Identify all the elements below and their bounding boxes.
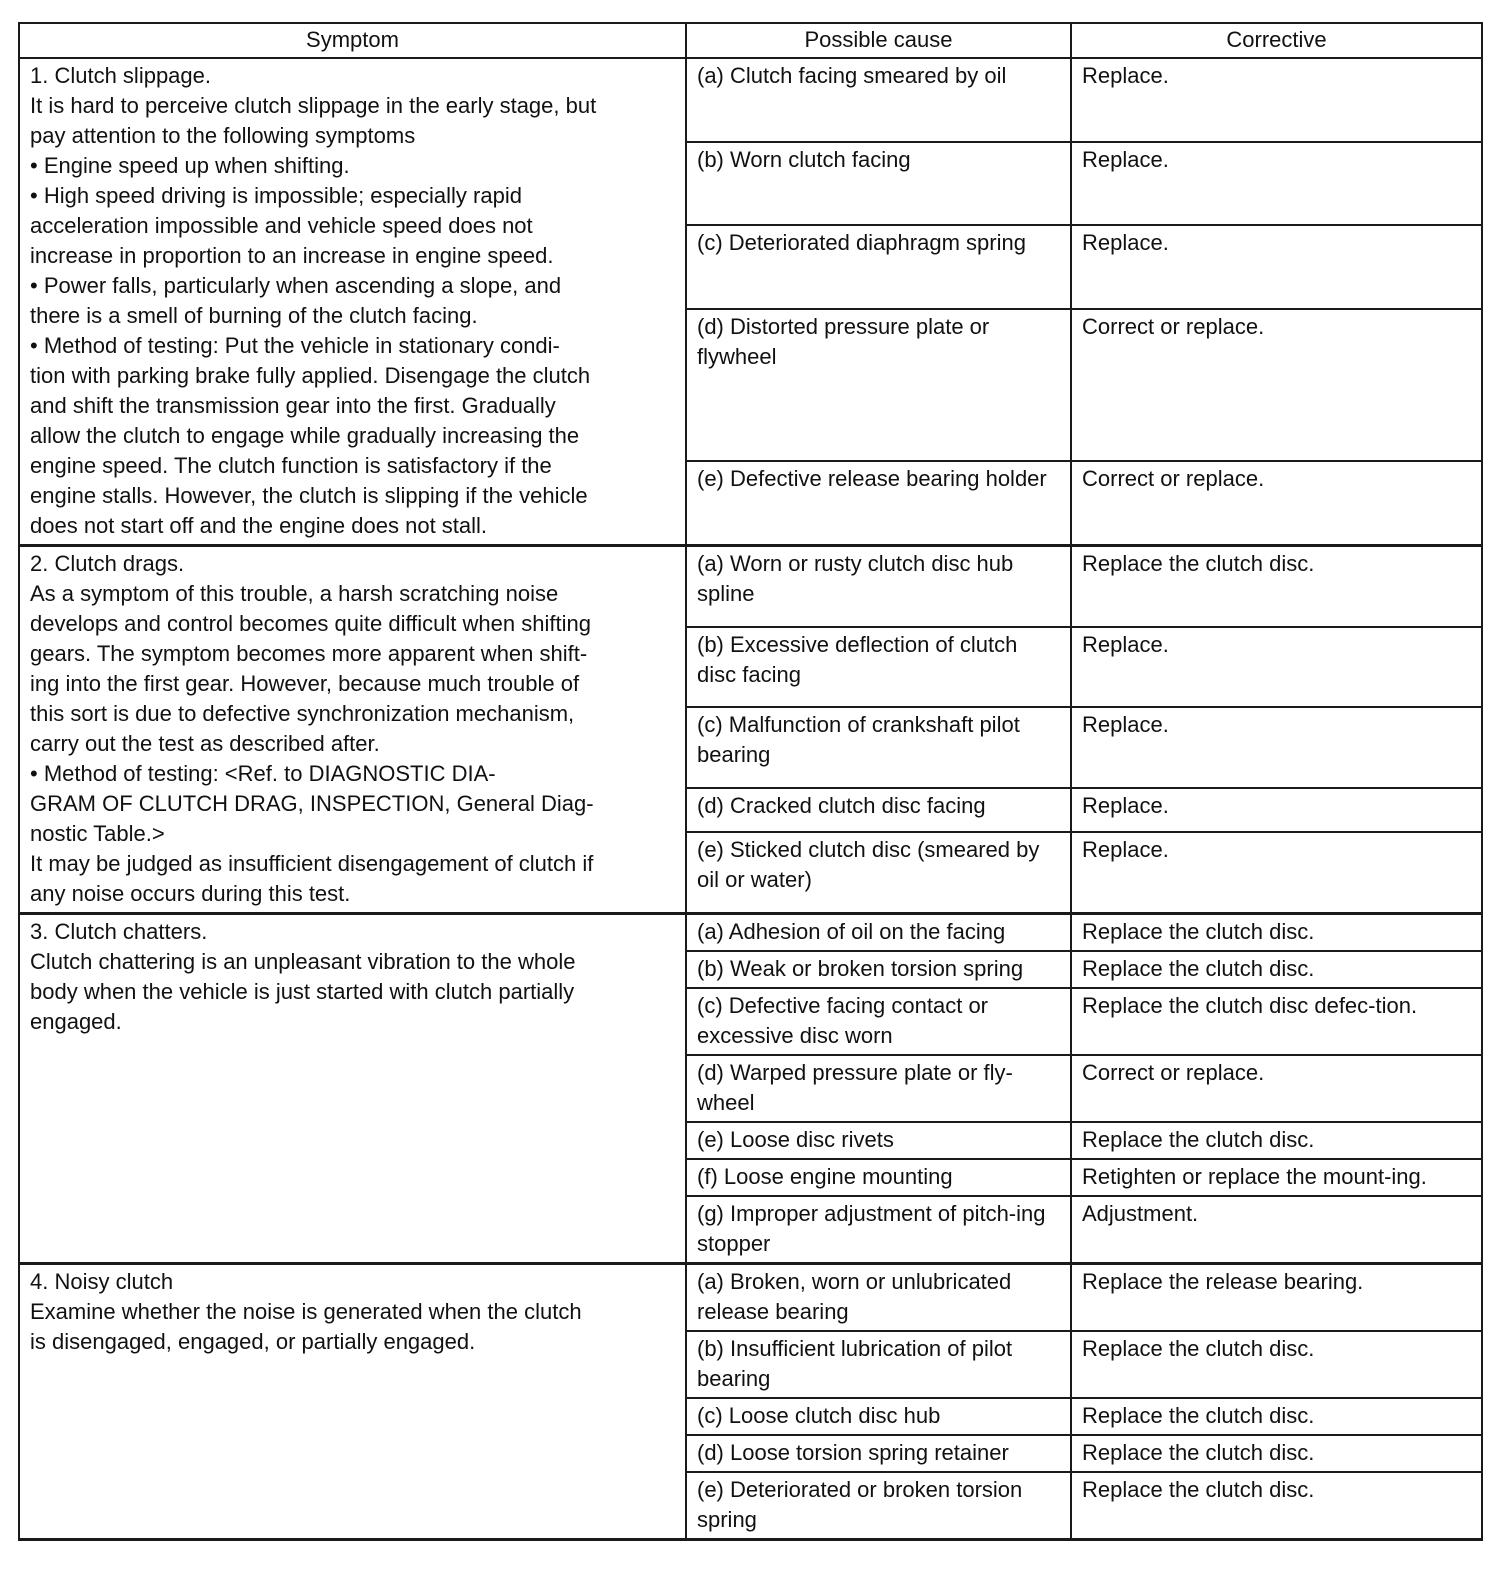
symptom-description-line: gears. The symptom becomes more apparent when shift- — [30, 641, 588, 666]
symptom-description-line: GRAM OF CLUTCH DRAG, INSPECTION, General Diag- — [30, 791, 594, 816]
symptom-cell — [19, 58, 686, 546]
header-symptom: Symptom — [19, 23, 686, 58]
symptom-description-line: increase in proportion to an increase in engine speed. — [30, 243, 554, 268]
possible-cause-cell: (e) Deteriorated or broken torsion spring — [686, 1472, 1071, 1540]
corrective-cell: Replace the clutch disc. — [1071, 914, 1482, 952]
possible-cause-cell: (b) Weak or broken torsion spring — [686, 951, 1071, 988]
corrective-cell: Adjustment. — [1071, 1196, 1482, 1264]
header-corrective: Corrective — [1071, 23, 1482, 58]
symptom-description-line: • Power falls, particularly when ascending a slope, and — [30, 273, 562, 298]
corrective-cell: Replace the clutch disc. — [1071, 1331, 1482, 1398]
header-row — [19, 23, 1482, 58]
corrective-cell: Replace. — [1071, 58, 1482, 142]
possible-cause-cell: (a) Worn or rusty clutch disc hub spline — [686, 546, 1071, 627]
symptom-description-line: carry out the test as described after. — [30, 731, 380, 756]
corrective-cell: Replace the clutch disc. — [1071, 1122, 1482, 1159]
symptom-cell — [19, 546, 686, 914]
symptom-description-line: • Method of testing: Put the vehicle in stationary condi- — [30, 333, 560, 358]
possible-cause-cell: (g) Improper adjustment of pitch-ing stopper — [686, 1196, 1071, 1264]
possible-cause-cell: (f) Loose engine mounting — [686, 1159, 1071, 1196]
table-row — [19, 546, 1482, 627]
table-body — [19, 58, 1482, 1540]
corrective-cell: Replace. — [1071, 832, 1482, 913]
corrective-cell: Replace the clutch disc. — [1071, 1472, 1482, 1540]
symptom-title: 1. Clutch slippage. — [30, 63, 211, 88]
symptom-description-line: and shift the transmission gear into the first. Gradually — [30, 393, 556, 418]
corrective-cell: Replace the clutch disc. — [1071, 1435, 1482, 1472]
symptom-description-line: It may be judged as insufficient disengagement of clutch if — [30, 851, 594, 876]
corrective-cell: Correct or replace. — [1071, 1055, 1482, 1122]
symptom-description-line: nostic Table.> — [30, 821, 165, 846]
symptom-description-line: engine stalls. However, the clutch is slipping if the vehicle — [30, 483, 588, 508]
symptom-description-line: does not start off and the engine does not stall. — [30, 513, 488, 538]
possible-cause-cell: (e) Defective release bearing holder — [686, 461, 1071, 546]
possible-cause-cell: (b) Excessive deflection of clutch disc facing — [686, 627, 1071, 708]
symptom-description-line: • Engine speed up when shifting. — [30, 153, 350, 178]
corrective-cell: Replace. — [1071, 627, 1482, 708]
corrective-cell: Replace. — [1071, 707, 1482, 788]
symptom-description-line: body when the vehicle is just started with clutch partially — [30, 979, 575, 1004]
symptom-description-line: As a symptom of this trouble, a harsh scratching noise — [30, 581, 559, 606]
possible-cause-cell: (a) Adhesion of oil on the facing — [686, 914, 1071, 952]
possible-cause-cell: (c) Deteriorated diaphragm spring — [686, 225, 1071, 309]
corrective-cell: Retighten or replace the mount-ing. — [1071, 1159, 1482, 1196]
symptom-description-line: ing into the first gear. However, because much trouble of — [30, 671, 580, 696]
possible-cause-cell: (b) Insufficient lubrication of pilot bearing — [686, 1331, 1071, 1398]
possible-cause-cell: (c) Loose clutch disc hub — [686, 1398, 1071, 1435]
possible-cause-cell: (e) Loose disc rivets — [686, 1122, 1071, 1159]
corrective-cell: Replace the clutch disc. — [1071, 546, 1482, 627]
symptom-description-line: any noise occurs during this test. — [30, 881, 351, 906]
corrective-cell: Replace the clutch disc. — [1071, 1398, 1482, 1435]
possible-cause-cell: (c) Defective facing contact or excessive disc worn — [686, 988, 1071, 1055]
possible-cause-cell: (d) Warped pressure plate or fly-wheel — [686, 1055, 1071, 1122]
header-possible-cause: Possible cause — [686, 23, 1071, 58]
possible-cause-cell: (e) Sticked clutch disc (smeared by oil or water) — [686, 832, 1071, 913]
symptom-description — [30, 947, 675, 1037]
symptom-description-line: is disengaged, engaged, or partially engaged. — [30, 1329, 476, 1354]
possible-cause-cell: (b) Worn clutch facing — [686, 142, 1071, 226]
symptom-description-line: develops and control becomes quite difficult when shifting — [30, 611, 591, 636]
corrective-cell: Replace. — [1071, 142, 1482, 226]
clutch-diagnostic-table — [18, 22, 1483, 1541]
symptom-description — [30, 1297, 675, 1357]
symptom-title: 4. Noisy clutch — [30, 1269, 174, 1294]
corrective-cell: Replace. — [1071, 788, 1482, 832]
symptom-description-line: engine speed. The clutch function is satisfactory if the — [30, 453, 552, 478]
symptom-description-line: tion with parking brake fully applied. Disengage the clutch — [30, 363, 591, 388]
symptom-description-line: this sort is due to defective synchronization mechanism, — [30, 701, 575, 726]
symptom-description-line: there is a smell of burning of the clutch facing. — [30, 303, 478, 328]
table-row — [19, 914, 1482, 952]
table-row — [19, 1264, 1482, 1332]
symptom-title: 3. Clutch chatters. — [30, 919, 208, 944]
corrective-cell: Correct or replace. — [1071, 461, 1482, 546]
symptom-description-line: • High speed driving is impossible; especially rapid — [30, 183, 522, 208]
corrective-cell: Correct or replace. — [1071, 309, 1482, 461]
possible-cause-cell: (c) Malfunction of crankshaft pilot bearing — [686, 707, 1071, 788]
symptom-description — [30, 91, 675, 541]
symptom-title: 2. Clutch drags. — [30, 551, 185, 576]
symptom-description-line: allow the clutch to engage while gradually increasing the — [30, 423, 580, 448]
possible-cause-cell: (a) Clutch facing smeared by oil — [686, 58, 1071, 142]
symptom-description-line: • Method of testing: <Ref. to DIAGNOSTIC DIA- — [30, 761, 496, 786]
symptom-description-line: acceleration impossible and vehicle speed does not — [30, 213, 533, 238]
symptom-cell — [19, 914, 686, 1264]
symptom-description-line: engaged. — [30, 1009, 122, 1034]
corrective-cell: Replace. — [1071, 225, 1482, 309]
possible-cause-cell: (d) Cracked clutch disc facing — [686, 788, 1071, 832]
symptom-description — [30, 579, 675, 909]
possible-cause-cell: (d) Loose torsion spring retainer — [686, 1435, 1071, 1472]
corrective-cell: Replace the clutch disc defec-tion. — [1071, 988, 1482, 1055]
symptom-description-line: Examine whether the noise is generated when the clutch — [30, 1299, 582, 1324]
symptom-description-line: Clutch chattering is an unpleasant vibration to the whole — [30, 949, 576, 974]
corrective-cell: Replace the release bearing. — [1071, 1264, 1482, 1332]
table-row — [19, 58, 1482, 142]
corrective-cell: Replace the clutch disc. — [1071, 951, 1482, 988]
symptom-description-line: pay attention to the following symptoms — [30, 123, 416, 148]
possible-cause-cell: (d) Distorted pressure plate or flywheel — [686, 309, 1071, 461]
symptom-description-line: It is hard to perceive clutch slippage in the early stage, but — [30, 93, 597, 118]
possible-cause-cell: (a) Broken, worn or unlubricated release bearing — [686, 1264, 1071, 1332]
symptom-cell — [19, 1264, 686, 1540]
